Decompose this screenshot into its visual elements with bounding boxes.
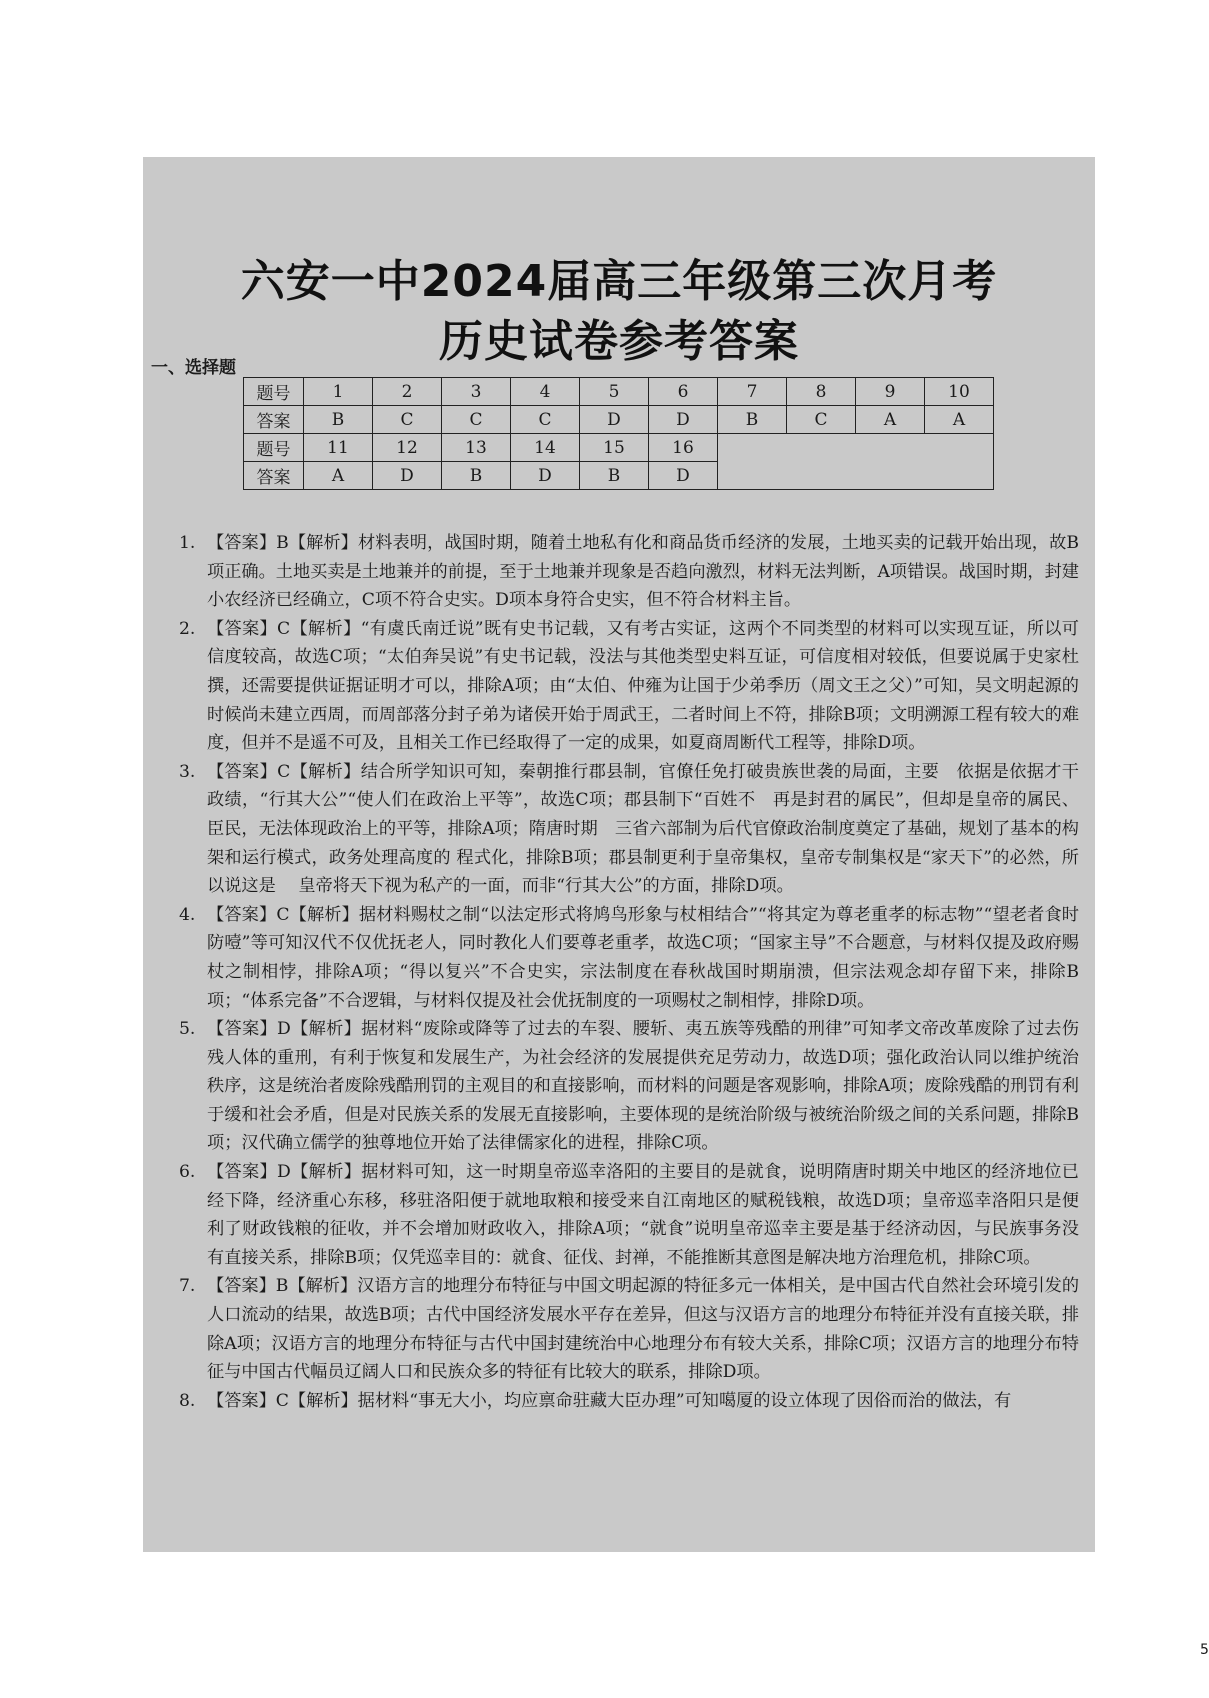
table-cell: B: [304, 406, 373, 434]
table-cell: D: [649, 462, 718, 490]
list-item: [179, 1272, 1079, 1386]
table-row: [244, 378, 994, 406]
table-cell: 3: [442, 378, 511, 406]
list-item: [179, 1015, 1079, 1158]
item-number: 4.: [179, 904, 196, 925]
list-item: [179, 1158, 1079, 1272]
item-number: 7.: [179, 1276, 196, 1297]
table-cell: D: [580, 406, 649, 434]
table-cell: 11: [304, 434, 373, 462]
table-cell: 15: [580, 434, 649, 462]
row-label: 答案: [244, 406, 304, 434]
item-text: 【答案】C【解析】“有虞氏南迁说”既有史书记载，又有考古实证，这两个不同类型的材料可以实现互证，所以可信度较高，故选C项；“太伯奔吴说”有史书记载，没法与其他类型史料互证，可信度相对较低，但要说属于史家杜撰，还需要提供证据证明才可以，排除A项；由“太伯、仲雍为让国于少弟季历（周文王之父）”可知，吴文明起源的时候尚未建立西周，而周部落分封子弟为诸侯开始于周武王，二者时间上不符，排除B项；文明溯源工程有较大的难度，但并不是遥不可及，且相关工作已经取得了一定的成果，如夏商周断代工程等，排除D项。: [207, 618, 1080, 754]
row-label: 答案: [244, 462, 304, 490]
table-cell: D: [649, 406, 718, 434]
table-cell: B: [442, 462, 511, 490]
explanation-list: [179, 529, 1079, 1415]
table-cell: A: [304, 462, 373, 490]
document-subtitle: 历史试卷参考答案: [439, 316, 799, 367]
item-text: 【答案】C【解析】据材料赐杖之制“以法定形式将鸠鸟形象与杖相结合”“将其定为尊老重孝的标志物”“望老者食时防噎”等可知汉代不仅优抚老人，同时教化人们要尊老重孝，故选C项；“国家主导”不合题意，与材料仅提及政府赐杖之制相悖，排除A项；“得以复兴”不合史实，宗法制度在春秋战国时期崩溃，但宗法观念却存留下来，排除B项；“体系完备”不合逻辑，与材料仅提及社会优抚制度的一项赐杖之制相悖，排除D项。: [207, 904, 1079, 1011]
table-cell: 1: [304, 378, 373, 406]
table-cell: C: [787, 406, 856, 434]
table-row: [244, 434, 994, 462]
item-text: 【答案】C【解析】结合所学知识可知，秦朝推行郡县制，官僚任免打破贵族世袭的局面，主要 依据是依据才干政绩，“行其大公”“使人们在政治上平等”，故选C项；郡县制下“百姓不 再是封君的属民”，但却是皇帝的属民、臣民，无法体现政治上的平等，排除A项；隋唐时期 三省六部制为后代官僚政治制度奠定了基础，规划了基本的构架和运行模式，政务处理高度的 程式化，排除B项；郡县制更利于皇帝集权，皇帝专制集权是“家天下”的必然，所以说这是 皇帝将天下视为私产的一面，而非“行其大公”的方面，排除D项。: [207, 761, 1079, 897]
page-number: 5: [1200, 1642, 1209, 1658]
table-cell: A: [856, 406, 925, 434]
table-cell: 4: [511, 378, 580, 406]
document-page: [143, 157, 1209, 1658]
table-cell: C: [442, 406, 511, 434]
section-heading: 一、选择题: [151, 358, 236, 378]
table-cell: 9: [856, 378, 925, 406]
item-text: 【答案】D【解析】据材料“废除或降等了过去的车裂、腰斩、夷五族等残酷的刑律”可知孝文帝改革废除了过去伤残人体的重刑，有利于恢复和发展生产，为社会经济的发展提供充足劳动力，故选D项；强化政治认同以维护统治秩序，这是统治者废除残酷刑罚的主观目的和直接影响，而材料的问题是客观影响，排除A项；废除残酷的刑罚有利于缓和社会矛盾，但是对民族关系的发展无直接影响，主要体现的是统治阶级与被统治阶级之间的关系问题，排除B项；汉代确立儒学的独尊地位开始了法律儒家化的进程，排除C项。: [207, 1019, 1080, 1154]
row-label: 题号: [244, 378, 304, 406]
item-text: 【答案】C【解析】据材料“事无大小，均应禀命驻藏大臣办理”可知噶厦的设立体现了因俗而治的做法，有: [207, 1390, 1012, 1411]
table-cell: D: [373, 462, 442, 490]
table-cell: B: [718, 406, 787, 434]
table-cell: 2: [373, 378, 442, 406]
table-cell: 6: [649, 378, 718, 406]
item-number: 1.: [179, 533, 196, 553]
list-item: [179, 529, 1079, 615]
table-row: [244, 406, 994, 434]
table-cell: C: [511, 406, 580, 434]
document-title: 六安一中2024届高三年级第三次月考: [240, 256, 998, 307]
item-number: 8.: [179, 1390, 196, 1411]
table-cell: B: [580, 462, 649, 490]
empty-cell: [718, 434, 994, 490]
row-label: 题号: [244, 434, 304, 462]
table-cell: D: [511, 462, 580, 490]
item-text: 【答案】B【解析】汉语方言的地理分布特征与中国文明起源的特征多元一体相关，是中国古代自然社会环境引发的人口流动的结果，故选B项；古代中国经济发展水平存在差异，但这与汉语方言的地理分布特征并没有直接关联，排除A项；汉语方言的地理分布特征与古代中国封建统治中心地理分布有较大关系，排除C项；汉语方言的地理分布特征与中国古代幅员辽阔人口和民族众多的特征有比较大的联系，排除D项。: [207, 1276, 1080, 1383]
table-cell: 16: [649, 434, 718, 462]
table-cell: 5: [580, 378, 649, 406]
table-cell: 7: [718, 378, 787, 406]
table-cell: 10: [925, 378, 994, 406]
item-number: 3.: [179, 761, 196, 782]
table-cell: 8: [787, 378, 856, 406]
item-number: 6.: [179, 1162, 196, 1183]
list-item: [179, 758, 1079, 901]
table-cell: A: [925, 406, 994, 434]
table-cell: C: [373, 406, 442, 434]
item-text: 【答案】D【解析】据材料可知，这一时期皇帝巡幸洛阳的主要目的是就食，说明隋唐时期关中地区的经济地位已经下降，经济重心东移，移驻洛阳便于就地取粮和接受来自江南地区的赋税钱粮，故选D项；皇帝巡幸洛阳只是便利了财政钱粮的征收，并不会增加财政收入，排除A项；“就食”说明皇帝巡幸主要是基于经济动因，与民族事务没有直接关系，排除B项；仅凭巡幸目的：就食、征伐、封禅，不能推断其意图是解决地方治理危机，排除C项。: [207, 1162, 1079, 1268]
list-item: [179, 615, 1079, 758]
list-item: [179, 901, 1079, 1015]
item-text: 【答案】B【解析】材料表明，战国时期，随着土地私有化和商品货币经济的发展，土地买卖的记载开始出现，故B项正确。土地买卖是土地兼并的前提，至于土地兼并现象是否趋向激烈，材料无法判断，A项错误。战国时期，封建小农经济已经确立，C项不符合史实。D项本身符合史实，但不符合材料主旨。: [207, 533, 1079, 611]
table-cell: 13: [442, 434, 511, 462]
item-number: 2.: [179, 618, 196, 639]
item-number: 5.: [179, 1019, 196, 1040]
list-item: [179, 1387, 1079, 1416]
table-cell: 12: [373, 434, 442, 462]
answer-table: [243, 377, 994, 490]
table-cell: 14: [511, 434, 580, 462]
